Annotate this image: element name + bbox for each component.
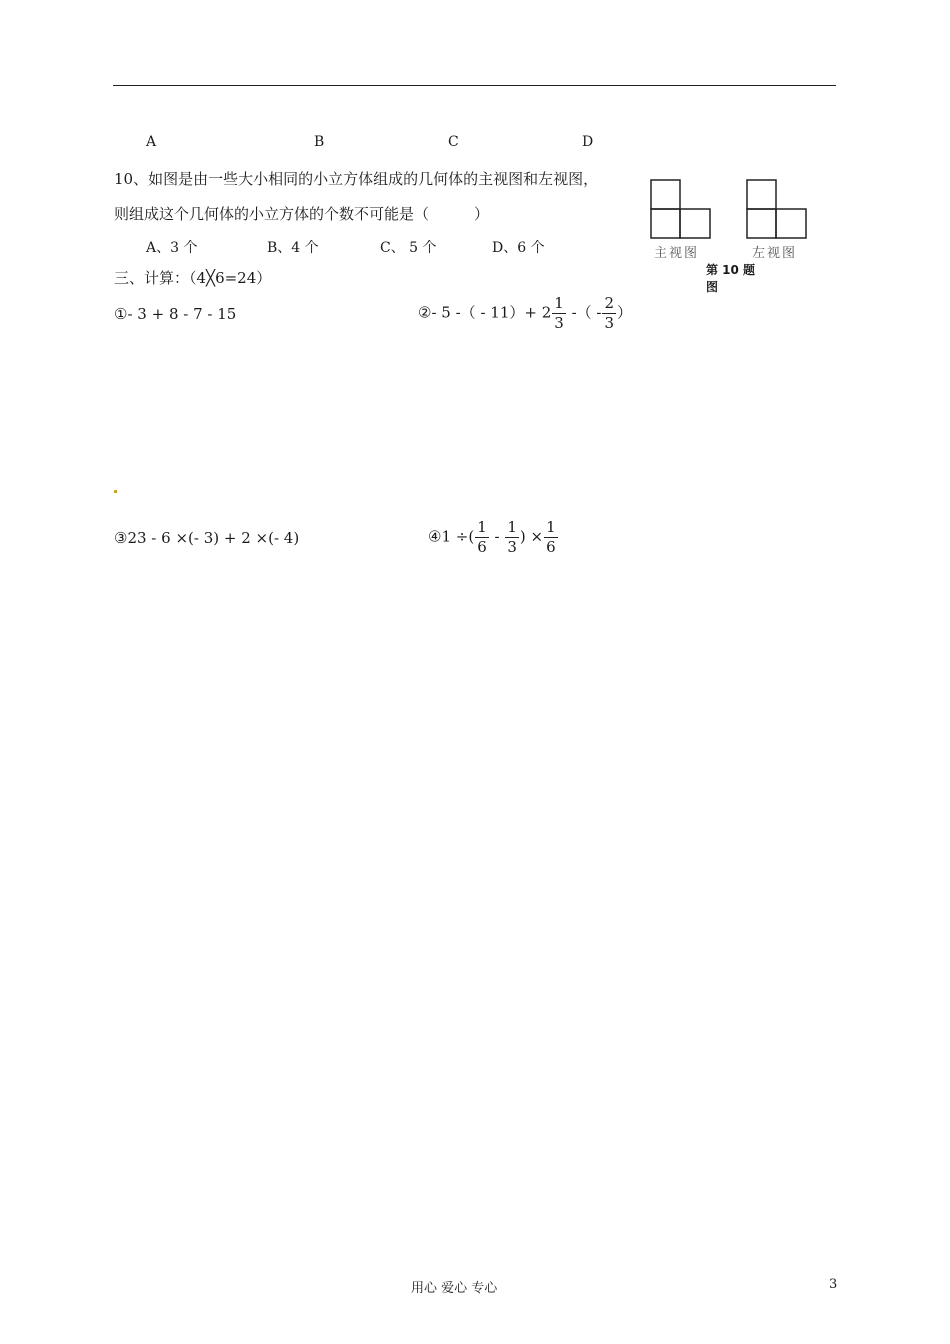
- problem-4-frac1-denominator: 6: [477, 538, 487, 556]
- problem-4-frac3-numerator: 1: [546, 518, 556, 536]
- problem-4: [428, 520, 559, 555]
- figure-label-line2: 图: [706, 280, 719, 294]
- problem-2-frac1-numerator: 1: [554, 294, 564, 312]
- problem-2: [418, 296, 632, 331]
- problem-4-operator: -: [489, 527, 505, 546]
- q10-option-c: C、 5 个: [380, 240, 437, 256]
- problem-2-frac1-denominator: 3: [554, 314, 564, 332]
- decorative-dot: [114, 490, 117, 493]
- problem-2-frac2-denominator: 3: [604, 314, 615, 332]
- problem-1-number: ①: [114, 305, 128, 323]
- left-view-figure: [746, 179, 808, 239]
- problem-4-frac2-denominator: 3: [507, 538, 517, 556]
- problem-4-fraction-3: [544, 520, 558, 555]
- problem-2-part2: -（ -: [566, 303, 602, 322]
- q10-option-d: D、6 个: [492, 240, 545, 256]
- problem-2-fraction-1: [552, 296, 566, 331]
- problem-2-part3: ）: [617, 303, 633, 322]
- left-view-caption: 左视图: [752, 246, 798, 261]
- problem-2-part1: - 5 -（ - 11）+ 2: [431, 303, 552, 322]
- prev-option-c: C: [448, 134, 459, 150]
- main-view-figure: [650, 179, 712, 239]
- prev-option-b: B: [314, 134, 325, 150]
- problem-4-fraction-2: [505, 520, 519, 555]
- problem-4-number: ④: [428, 527, 442, 546]
- q10-option-b: B、4 个: [267, 240, 319, 256]
- problem-4-part2: ) ×: [519, 527, 544, 546]
- prev-option-d: D: [582, 134, 594, 150]
- problem-3: [114, 529, 299, 547]
- problem-4-fraction-1: [475, 520, 489, 555]
- problem-3-expression: 23 - 6 ×(- 3) + 2 ×(- 4): [127, 529, 300, 547]
- q10-line2: 则组成这个几何体的小立方体的个数不可能是（ ）: [114, 205, 490, 223]
- page-number: 3: [829, 1277, 838, 1292]
- problem-3-number: ③: [114, 529, 128, 547]
- problem-2-fraction-2: [602, 296, 616, 331]
- problem-2-number: ②: [418, 303, 432, 322]
- header-rule: [113, 85, 836, 86]
- problem-4-frac2-numerator: 1: [507, 518, 517, 536]
- problem-4-frac3-denominator: 6: [546, 538, 556, 556]
- prev-option-a: A: [146, 134, 157, 150]
- footer-motto: 用心 爱心 专心: [411, 1281, 498, 1296]
- problem-4-frac1-numerator: 1: [477, 518, 487, 536]
- q10-line1: 10、如图是由一些大小相同的小立方体组成的几何体的主视图和左视图，: [114, 170, 599, 188]
- main-view-caption: 主视图: [654, 246, 700, 261]
- problem-1-expression: - 3 + 8 - 7 - 15: [127, 305, 237, 323]
- figure-label-line1: 第 10 题: [706, 263, 756, 277]
- problem-2-frac2-numerator: 2: [604, 294, 615, 312]
- problem-4-part1: 1 ÷(: [441, 527, 475, 546]
- problem-1: [114, 305, 236, 323]
- section-title: 三、计算：（4╳6=24）: [114, 269, 272, 287]
- q10-option-a: A、3 个: [146, 240, 198, 256]
